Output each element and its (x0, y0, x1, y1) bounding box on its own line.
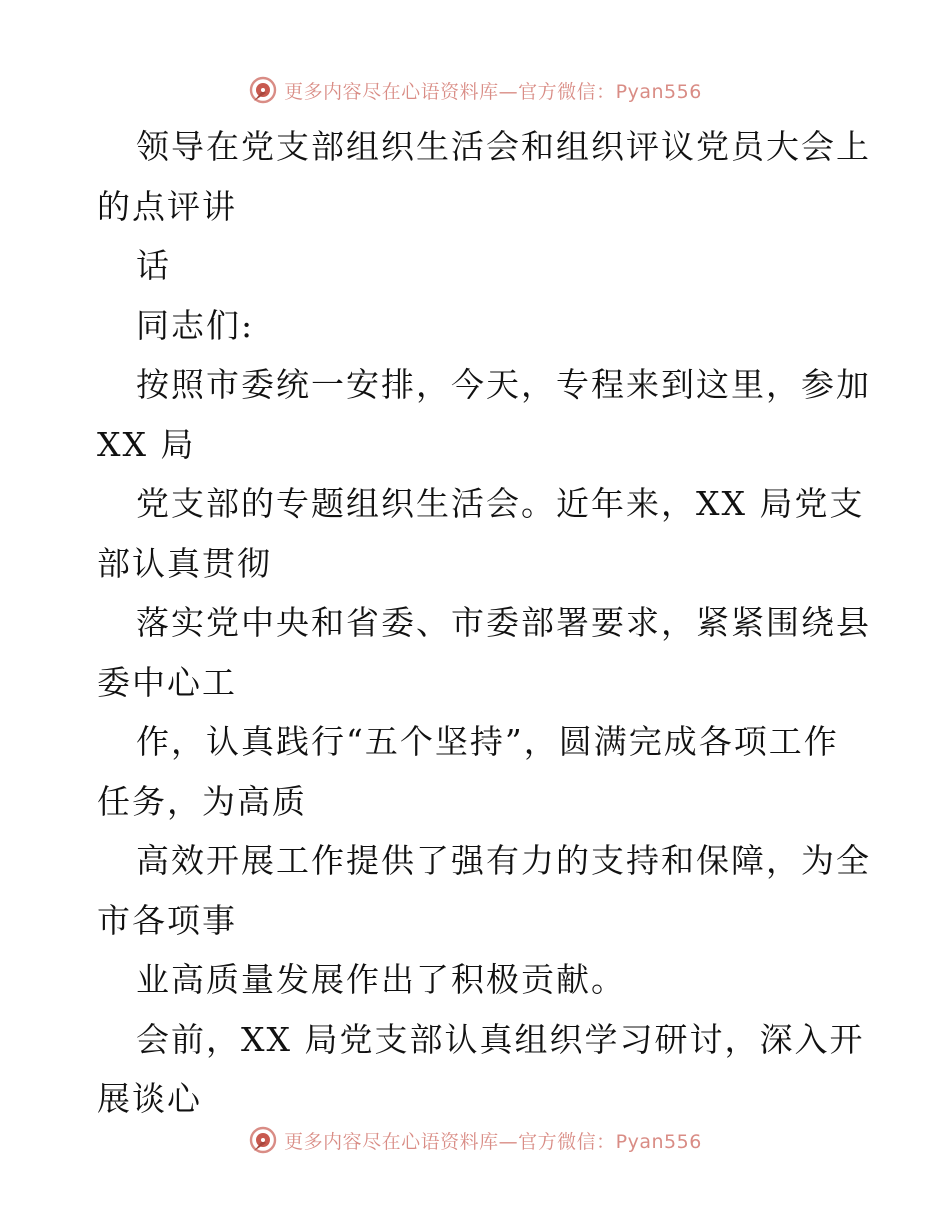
document-line: 党支部的专题组织生活会。近年来，XX 局党支 (136, 484, 865, 523)
document-line: 同志们: (136, 305, 255, 345)
document-line: 领导在党支部组织生活会和组织评议党员大会上 (136, 127, 871, 166)
pen-nib-logo-icon (248, 1125, 278, 1155)
header-watermark-banner (0, 70, 950, 110)
document-line: 业高质量发展作出了积极贡献。 (136, 960, 626, 999)
document-line: 展谈心 (97, 1079, 202, 1118)
pen-nib-logo-icon (248, 75, 278, 105)
footer-watermark-banner (0, 1120, 950, 1160)
document-line: 落实党中央和省委、市委部署要求，紧紧围绕县 (136, 603, 871, 642)
document-line: 的点评讲 (97, 186, 237, 226)
document-line: XX 局 (97, 424, 196, 464)
document-line: 委中心工 (97, 662, 237, 702)
document-line: 高效开展工作提供了强有力的支持和保障，为全 (136, 841, 871, 880)
watermark-text: 更多内容尽在心语资料库—官方微信：Pyan556 (284, 80, 702, 103)
document-line: 任务，为高质 (97, 781, 307, 821)
document-line: 作，认真践行“五个坚持”，圆满完成各项工作 (136, 722, 839, 761)
document-line: 话 (136, 246, 171, 285)
document-line: 会前，XX 局党支部认真组织学习研讨，深入开 (136, 1019, 865, 1059)
document-line: 按照市委统一安排，今天，专程来到这里，参加 (136, 365, 871, 404)
watermark-text: 更多内容尽在心语资料库—官方微信：Pyan556 (284, 1130, 702, 1153)
document-line: 市各项事 (97, 900, 237, 940)
document-body (97, 117, 871, 1129)
document-line: 部认真贯彻 (97, 543, 272, 583)
